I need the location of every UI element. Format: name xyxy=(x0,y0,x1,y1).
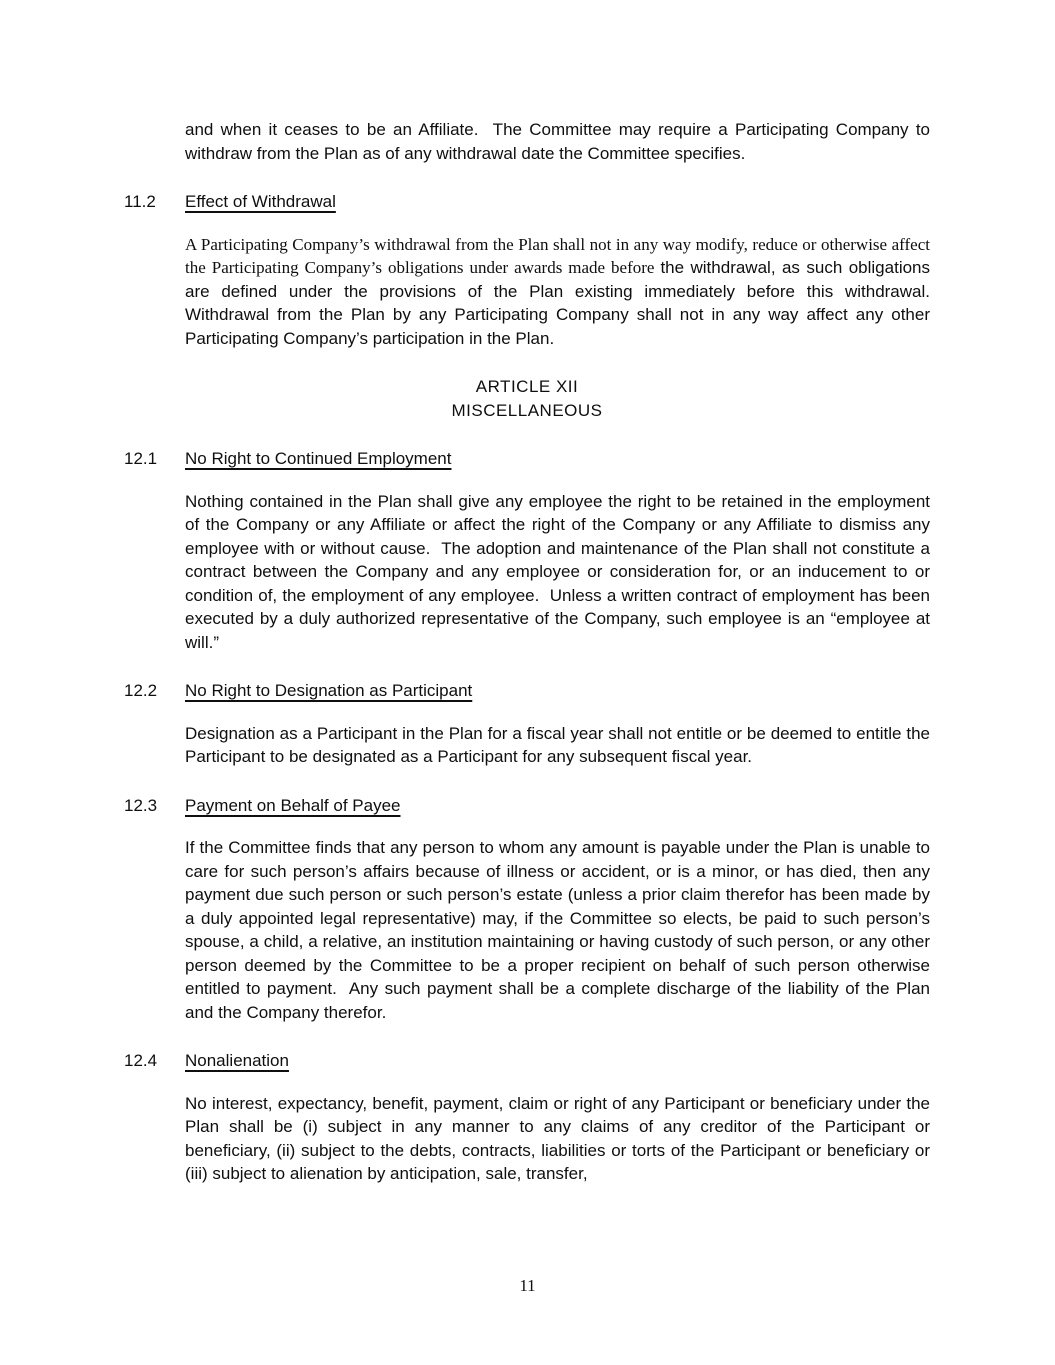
section-number: 11.2 xyxy=(124,192,156,211)
section-title: Effect of Withdrawal xyxy=(185,192,336,211)
section-heading-12-1 xyxy=(124,447,930,471)
paragraph-effect-of-withdrawal xyxy=(185,233,940,351)
section-title: Nonalienation xyxy=(185,1051,289,1070)
section-number: 12.4 xyxy=(124,1051,158,1070)
page-number: 11 xyxy=(519,1276,536,1295)
article-heading xyxy=(124,375,930,422)
paragraph-nonalienation: No interest, expectancy, benefit, payment, claim or right of any Participant or beneficiary under the Plan shall be (i) subject in any manner to any claims of any creditor of the Participant or beneficiary, (ii) subject to the debts, contracts, liabilities or torts of the Participant or beneficiary or (iii) subject to alienation by anticipation, sale, transfer, xyxy=(185,1093,935,1183)
section-heading-12-2 xyxy=(124,679,930,703)
section-heading-11-2 xyxy=(124,190,930,214)
section-heading-12-4 xyxy=(124,1049,930,1073)
paragraph-no-right-to-continued-employment: Nothing contained in the Plan shall give any employee the right to be retained in the employment of the Company or any Affiliate or affect the right of the Company or any Affiliate to dismiss any employee with or without cause. The adoption and maintenance of the Plan shall not constitute a contract between the Company and any employee or consideration for, or an inducement to or condition of, the employment of any employee. Unless a written contract of employment has been executed by a duly authorized representative of the Company, such employee is an “employee at will.” xyxy=(185,491,935,652)
section-number: 12.3 xyxy=(124,795,158,815)
paragraph-sans-segment: the withdrawal, as such obligations are defined under the provisions of the Plan existing immediately before this withdrawal. Withdrawal from the Plan by any Participating Company shall not in any way affect any other Participating Company’s participation in the Plan. xyxy=(185,258,940,348)
section-number: 12.2 xyxy=(124,681,158,700)
section-title: No Right to Designation as Participant xyxy=(185,681,473,700)
section-title: Payment on Behalf of Payee xyxy=(185,795,401,815)
paragraph-payment-on-behalf-of-payee: If the Committee finds that any person to whom any amount is payable under the Plan is unable to care for such person’s affairs because of illness or accident, or is a minor, or has died, then any payment due such person or such person’s estate (unless a prior claim therefor has been made by a duly appointed legal representative) may, if the Committee so elects, be paid to such person’s spouse, a child, a relative, an institution maintaining or having custody of such person, or any other person deemed by the Committee to be a proper recipient on behalf of such person otherwise entitled to payment. Any such payment shall be a complete discharge of the liability of the Plan and the Company therefor. xyxy=(185,838,935,1022)
article-heading-line1: ARTICLE XII xyxy=(475,377,579,396)
paragraph-no-right-to-designation: Designation as a Participant in the Plan for a fiscal year shall not entitle or be deemed to entitle the Participant to be designated as a Participant for any subsequent fiscal year. xyxy=(185,723,935,766)
paragraph-serif-segment: A Participating Company’s withdrawal from the Plan shall not in any way modify, reduce or otherwise affect the Participating Company’s obligations under awards made before xyxy=(185,234,935,277)
section-number: 12.1 xyxy=(124,449,158,468)
paragraph-continuation: and when it ceases to be an Affiliate. The Committee may require a Participating Company to withdraw from the Plan as of any withdrawal date the Committee specifies. xyxy=(185,120,935,163)
article-heading-line2: MISCELLANEOUS xyxy=(451,400,603,420)
document-content xyxy=(124,118,940,1186)
section-title: No Right to Continued Employment xyxy=(185,449,452,468)
section-heading-12-3 xyxy=(124,794,930,818)
